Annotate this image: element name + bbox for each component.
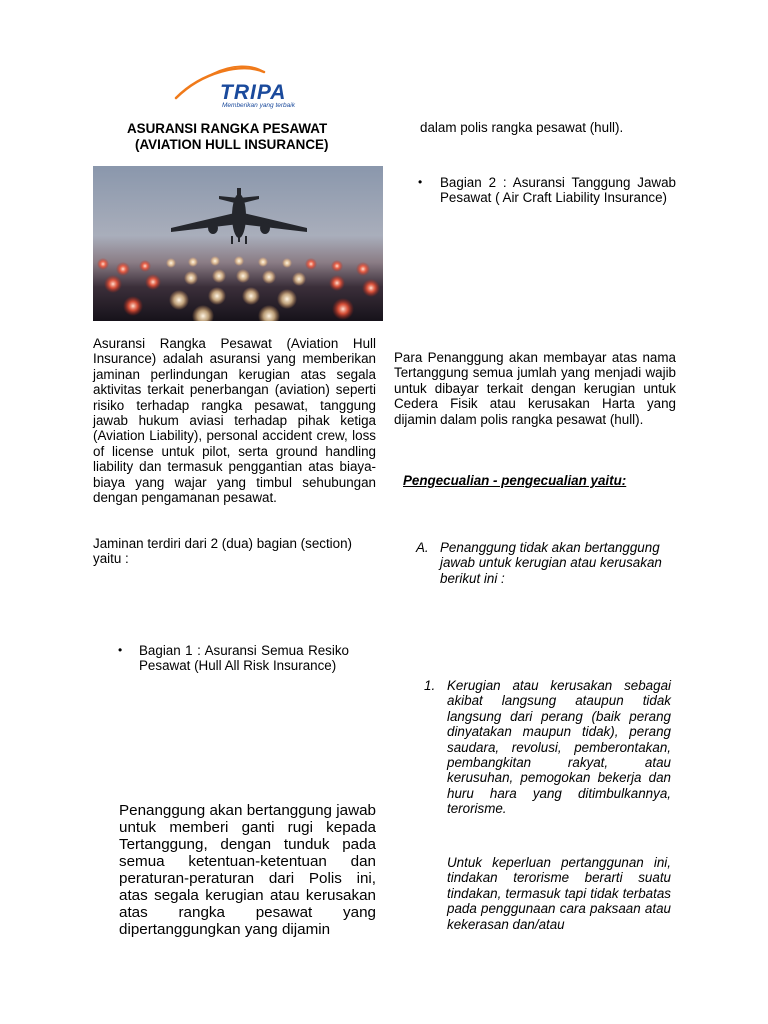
bullet-section-1: Bagian 1 : Asuransi Semua Resiko Pesawat (Hull All Risk Insurance) (139, 643, 349, 674)
logo-brand: TRIPA (220, 81, 287, 104)
intro-paragraph: Asuransi Rangka Pesawat (Aviation Hull Insurance) adalah asuransi yang memberikan jaminan perlindungan kerugian atas segala aktivitas terkait penerbangan (aviation) seperti risiko terhadap rangka pesawat, tanggung jawab hukum aviasi terhadap pihak ketiga (Aviation Liability), personal accident crew, loss of license untuk pilot, serta ground handling liability dan termasuk penggantian atas biaya-biaya yang wajar yang timbul sehubungan dengan pengamanan pesawat. (93, 336, 376, 506)
exclusions-heading: Pengecualian - pengecualian yaitu: (403, 473, 627, 488)
tripa-logo (172, 60, 312, 112)
item-1-marker: 1. (424, 678, 436, 693)
hull-paragraph: Penanggung akan bertanggung jawab untuk memberi ganti rugi kepada Tertanggung, dengan tunduk pada semua ketentuan-ketentuan dan peraturan-peraturan dari Polis ini, atas segala kerugian atau kerusakan atas rangka pesawat yang dipertanggungkan yang dijamin (119, 802, 376, 938)
bullet-section-2: Bagian 2 : Asuransi Tanggung Jawab Pesawat ( Air Craft Liability Insurance) (440, 175, 676, 206)
exclusion-item-a: Penanggung tidak akan bertanggung jawab untuk kerugian atau kerusakan berikut ini : (440, 540, 662, 586)
page-subtitle: (AVIATION HULL INSURANCE) (135, 137, 329, 152)
continuation-text: dalam polis rangka pesawat (hull). (420, 120, 624, 135)
liability-paragraph: Para Penanggung akan membayar atas nama Tertanggung semua jumlah yang menjadi wajib untuk dibayar terkait dengan kerugian untuk Cedera Fisik atau kerusakan Harta yang dijamin dalam polis rangka pesawat (hull). (394, 350, 676, 427)
airplane-takeoff-photo (93, 166, 383, 321)
sections-intro: Jaminan terdiri dari 2 (dua) bagian (section) yaitu : (93, 536, 353, 567)
logo-tagline: Memberikan yang terbaik (222, 102, 295, 109)
page-title: ASURANSI RANGKA PESAWAT (127, 121, 328, 136)
bullet-marker: • (418, 175, 423, 189)
terrorism-paragraph: Untuk keperluan pertanggunan ini, tindakan terorisme berarti suatu tindakan, termasuk tapi tidak terbatas pada penggunaan cara paksaan atau kekerasan dan/atau (447, 855, 671, 932)
exclusion-item-1: Kerugian atau kerusakan sebagai akibat langsung ataupun tidak langsung dari perang (baik perang dinyatakan maupun tidak), perang saudara, revolusi, pemberontakan, pembangkitan rakyat, atau kerusuhan, pemogokan bekerja dan huru hara yang ditimbulkannya, terorisme. (447, 678, 671, 817)
item-a-marker: A. (416, 540, 429, 555)
bullet-marker: • (118, 643, 123, 657)
